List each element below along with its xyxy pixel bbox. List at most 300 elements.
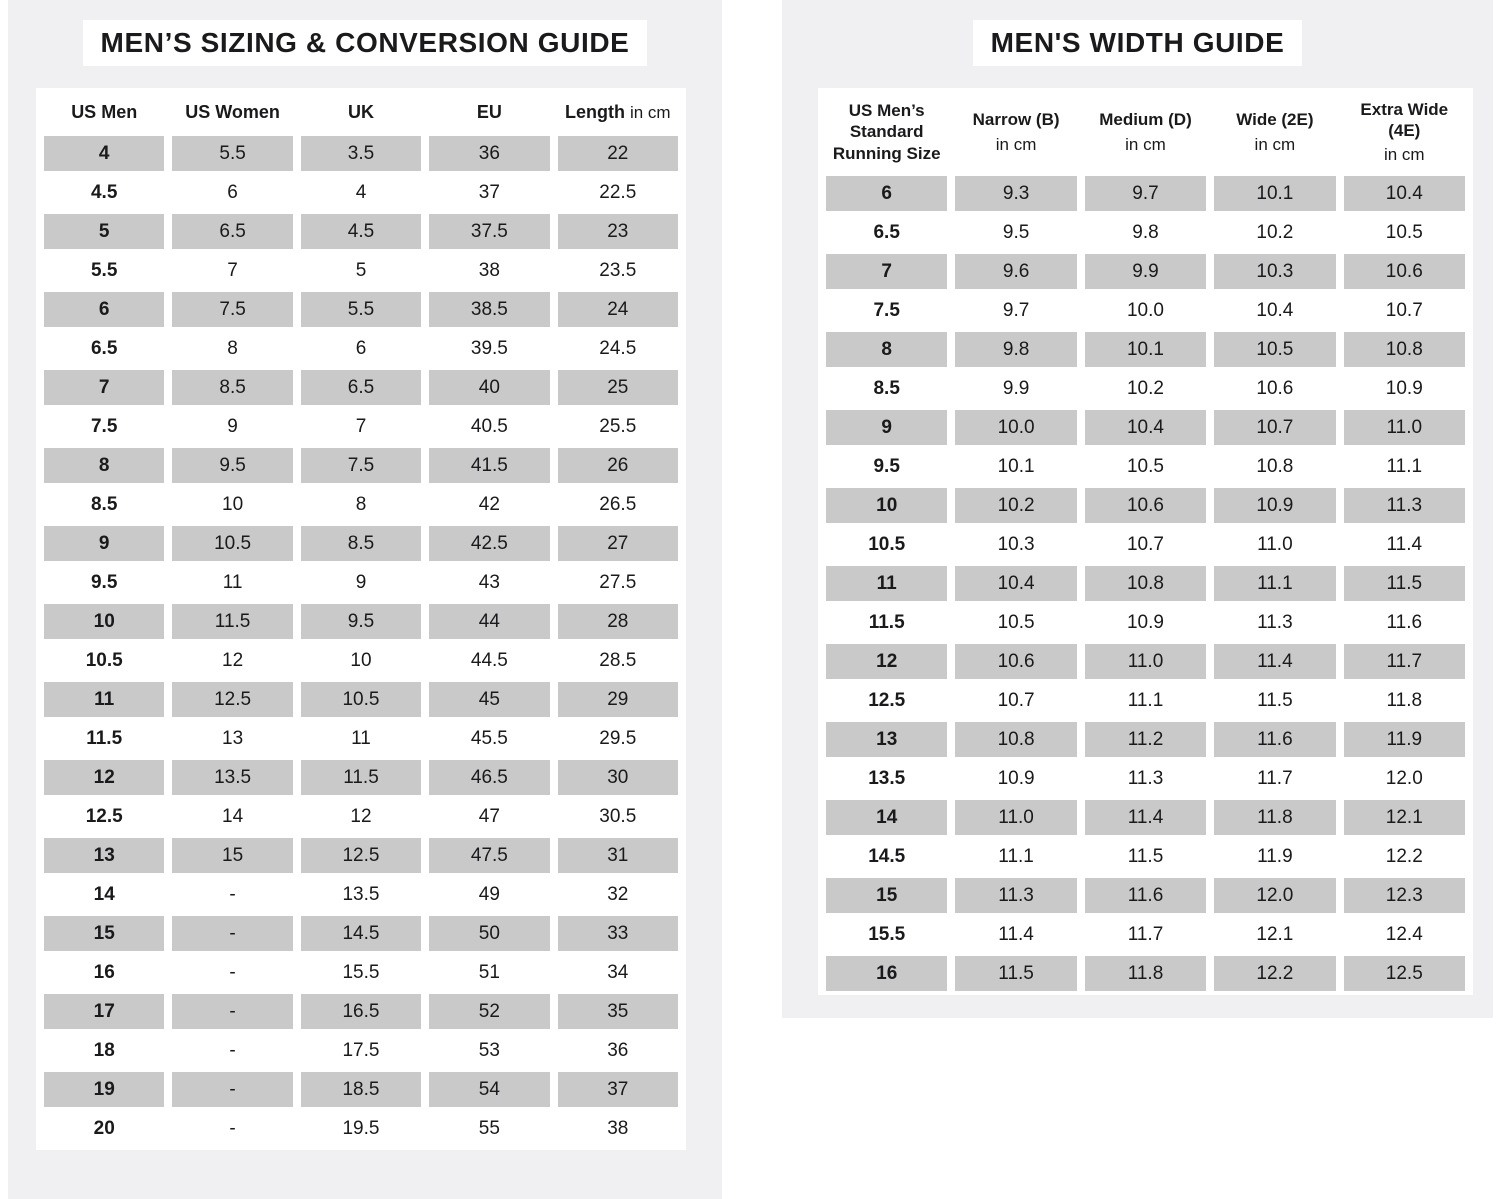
column-header bbox=[1085, 92, 1206, 172]
column-header bbox=[44, 92, 164, 132]
table-cell: 12.0 bbox=[1344, 761, 1465, 796]
table-cell: 10 bbox=[826, 488, 947, 523]
table-cell: - bbox=[172, 877, 292, 912]
table-cell: 39.5 bbox=[429, 331, 549, 366]
table-cell: 18 bbox=[44, 1033, 164, 1068]
table-cell: 11.4 bbox=[1214, 644, 1335, 679]
table-cell: 9.9 bbox=[1085, 254, 1206, 289]
table-row bbox=[44, 916, 678, 951]
table-row bbox=[44, 604, 678, 639]
width-guide-table-head bbox=[826, 92, 1465, 172]
table-cell: 27 bbox=[558, 526, 678, 561]
table-row bbox=[44, 136, 678, 171]
table-cell: 12 bbox=[301, 799, 421, 834]
table-cell: 38.5 bbox=[429, 292, 549, 327]
table-cell: 11.6 bbox=[1085, 878, 1206, 913]
table-cell: 11.0 bbox=[1085, 644, 1206, 679]
table-cell: 5.5 bbox=[44, 253, 164, 288]
table-cell: 11.6 bbox=[1214, 722, 1335, 757]
column-header bbox=[558, 92, 678, 132]
table-row bbox=[44, 253, 678, 288]
table-cell: 11.8 bbox=[1085, 956, 1206, 991]
table-cell: 6 bbox=[301, 331, 421, 366]
table-row bbox=[826, 722, 1465, 757]
table-row bbox=[826, 410, 1465, 445]
table-cell: 11 bbox=[44, 682, 164, 717]
table-row bbox=[826, 215, 1465, 250]
table-cell: 7.5 bbox=[172, 292, 292, 327]
table-cell: 10.2 bbox=[1214, 215, 1335, 250]
table-cell: 47.5 bbox=[429, 838, 549, 873]
table-row bbox=[44, 838, 678, 873]
table-cell: 11.4 bbox=[1085, 800, 1206, 835]
table-cell: 40 bbox=[429, 370, 549, 405]
table-cell: 5 bbox=[301, 253, 421, 288]
table-cell: 10.9 bbox=[955, 761, 1076, 796]
table-cell: 11.7 bbox=[1344, 644, 1465, 679]
table-cell: - bbox=[172, 1072, 292, 1107]
table-cell: 44 bbox=[429, 604, 549, 639]
header-row bbox=[44, 92, 678, 132]
table-cell: 10.3 bbox=[955, 527, 1076, 562]
column-header bbox=[429, 92, 549, 132]
table-cell: 30 bbox=[558, 760, 678, 795]
column-header bbox=[172, 92, 292, 132]
table-cell: 11.3 bbox=[1344, 488, 1465, 523]
table-cell: 35 bbox=[558, 994, 678, 1029]
column-header-unit: in cm bbox=[995, 134, 1037, 154]
table-cell: 11.1 bbox=[955, 839, 1076, 874]
table-cell: 5 bbox=[44, 214, 164, 249]
table-cell: 14.5 bbox=[826, 839, 947, 874]
table-cell: 49 bbox=[429, 877, 549, 912]
table-cell: 37 bbox=[429, 175, 549, 210]
table-cell: - bbox=[172, 955, 292, 990]
table-cell: 15.5 bbox=[826, 917, 947, 952]
table-row bbox=[826, 254, 1465, 289]
table-row bbox=[826, 917, 1465, 952]
table-cell: 10.6 bbox=[1085, 488, 1206, 523]
table-cell: 8.5 bbox=[44, 487, 164, 522]
table-cell: 11.5 bbox=[301, 760, 421, 795]
table-cell: 8.5 bbox=[301, 526, 421, 561]
table-row bbox=[44, 1111, 678, 1146]
column-header-label: UK bbox=[347, 101, 374, 122]
sizing-guide-panel bbox=[8, 0, 722, 1199]
table-cell: 10.5 bbox=[826, 527, 947, 562]
table-cell: 10.1 bbox=[1214, 176, 1335, 211]
table-row bbox=[44, 721, 678, 756]
table-cell: 9.5 bbox=[955, 215, 1076, 250]
table-cell: 15 bbox=[44, 916, 164, 951]
table-cell: 33 bbox=[558, 916, 678, 951]
column-header-label: EU bbox=[476, 101, 502, 122]
column-header-label: US Men bbox=[71, 101, 138, 122]
table-cell: 36 bbox=[429, 136, 549, 171]
table-row bbox=[826, 956, 1465, 991]
column-header bbox=[826, 92, 947, 172]
table-cell: 10.1 bbox=[1085, 332, 1206, 367]
table-row bbox=[826, 683, 1465, 718]
table-cell: 4.5 bbox=[301, 214, 421, 249]
table-cell: 11.2 bbox=[1085, 722, 1206, 757]
table-cell: 5.5 bbox=[301, 292, 421, 327]
table-cell: - bbox=[172, 916, 292, 951]
table-cell: 10.8 bbox=[1214, 449, 1335, 484]
table-cell: 34 bbox=[558, 955, 678, 990]
table-row bbox=[826, 371, 1465, 406]
table-cell: 40.5 bbox=[429, 409, 549, 444]
table-cell: 11 bbox=[301, 721, 421, 756]
table-cell: 11.3 bbox=[955, 878, 1076, 913]
column-header-unit: in cm bbox=[1383, 145, 1425, 165]
table-cell: 11.5 bbox=[955, 956, 1076, 991]
table-cell: 12.1 bbox=[1344, 800, 1465, 835]
table-cell: 28.5 bbox=[558, 643, 678, 678]
table-cell: 46.5 bbox=[429, 760, 549, 795]
table-row bbox=[44, 682, 678, 717]
column-header-label: Narrow (B) bbox=[972, 110, 1060, 130]
table-cell: 6.5 bbox=[44, 331, 164, 366]
table-cell: 14 bbox=[826, 800, 947, 835]
column-header bbox=[301, 92, 421, 132]
table-cell: 28 bbox=[558, 604, 678, 639]
table-cell: 9.5 bbox=[301, 604, 421, 639]
table-cell: 7.5 bbox=[301, 448, 421, 483]
table-row bbox=[44, 331, 678, 366]
table-row bbox=[44, 487, 678, 522]
table-cell: 37 bbox=[558, 1072, 678, 1107]
column-header-label: US Women bbox=[185, 101, 280, 122]
table-row bbox=[826, 878, 1465, 913]
table-cell: 11.5 bbox=[1214, 683, 1335, 718]
table-cell: 10.9 bbox=[1344, 371, 1465, 406]
table-cell: 4 bbox=[44, 136, 164, 171]
table-row bbox=[826, 761, 1465, 796]
table-cell: 12 bbox=[44, 760, 164, 795]
table-cell: 10.7 bbox=[1085, 527, 1206, 562]
table-cell: 4.5 bbox=[44, 175, 164, 210]
table-cell: 23.5 bbox=[558, 253, 678, 288]
table-cell: 4 bbox=[301, 175, 421, 210]
table-cell: 10.4 bbox=[1214, 293, 1335, 328]
table-row bbox=[826, 644, 1465, 679]
table-cell: 17 bbox=[44, 994, 164, 1029]
table-cell: 8 bbox=[44, 448, 164, 483]
table-row bbox=[826, 488, 1465, 523]
table-cell: 12.1 bbox=[1214, 917, 1335, 952]
column-header-unit: in cm bbox=[629, 102, 671, 122]
table-cell: 13.5 bbox=[172, 760, 292, 795]
table-row bbox=[826, 566, 1465, 601]
table-cell: 30.5 bbox=[558, 799, 678, 834]
table-cell: 10.9 bbox=[1214, 488, 1335, 523]
table-cell: - bbox=[172, 1033, 292, 1068]
table-cell: 9 bbox=[172, 409, 292, 444]
column-header bbox=[955, 92, 1076, 172]
table-cell: 6.5 bbox=[172, 214, 292, 249]
table-cell: 11.8 bbox=[1214, 800, 1335, 835]
table-cell: 43 bbox=[429, 565, 549, 600]
table-cell: 26.5 bbox=[558, 487, 678, 522]
width-guide-title: MEN'S WIDTH GUIDE bbox=[973, 20, 1303, 66]
table-cell: 18.5 bbox=[301, 1072, 421, 1107]
table-cell: 19.5 bbox=[301, 1111, 421, 1146]
table-cell: 13 bbox=[172, 721, 292, 756]
table-row bbox=[44, 799, 678, 834]
column-header bbox=[1214, 92, 1335, 172]
header-row bbox=[826, 92, 1465, 172]
table-cell: 10.6 bbox=[955, 644, 1076, 679]
table-cell: 13 bbox=[826, 722, 947, 757]
table-cell: 8 bbox=[301, 487, 421, 522]
table-cell: 10.7 bbox=[1214, 410, 1335, 445]
sizing-conversion-table-body bbox=[44, 136, 678, 1146]
width-guide-table bbox=[818, 88, 1473, 995]
table-cell: 10.9 bbox=[1085, 605, 1206, 640]
table-cell: 51 bbox=[429, 955, 549, 990]
table-row bbox=[44, 448, 678, 483]
table-cell: 7 bbox=[44, 370, 164, 405]
table-cell: 8 bbox=[826, 332, 947, 367]
table-cell: 9.5 bbox=[172, 448, 292, 483]
table-cell: 32 bbox=[558, 877, 678, 912]
table-cell: 10.1 bbox=[955, 449, 1076, 484]
table-row bbox=[44, 175, 678, 210]
table-cell: 11.5 bbox=[172, 604, 292, 639]
table-row bbox=[44, 955, 678, 990]
table-row bbox=[826, 605, 1465, 640]
table-row bbox=[44, 409, 678, 444]
table-cell: 45.5 bbox=[429, 721, 549, 756]
table-cell: 13 bbox=[44, 838, 164, 873]
table-cell: 11.5 bbox=[44, 721, 164, 756]
table-cell: 9 bbox=[826, 410, 947, 445]
table-cell: 10 bbox=[44, 604, 164, 639]
table-cell: 12.0 bbox=[1214, 878, 1335, 913]
column-header bbox=[1344, 92, 1465, 172]
table-cell: 12 bbox=[172, 643, 292, 678]
table-cell: 15 bbox=[826, 878, 947, 913]
table-cell: 52 bbox=[429, 994, 549, 1029]
table-cell: 10.8 bbox=[955, 722, 1076, 757]
table-cell: 12.2 bbox=[1214, 956, 1335, 991]
table-cell: 11.4 bbox=[1344, 527, 1465, 562]
table-row bbox=[826, 176, 1465, 211]
table-cell: 10.5 bbox=[1085, 449, 1206, 484]
table-cell: 9.7 bbox=[1085, 176, 1206, 211]
table-cell: 9.8 bbox=[955, 332, 1076, 367]
table-cell: 45 bbox=[429, 682, 549, 717]
table-cell: 42.5 bbox=[429, 526, 549, 561]
table-cell: 11 bbox=[172, 565, 292, 600]
table-cell: 9.3 bbox=[955, 176, 1076, 211]
table-cell: 11 bbox=[826, 566, 947, 601]
table-cell: 29.5 bbox=[558, 721, 678, 756]
table-cell: 17.5 bbox=[301, 1033, 421, 1068]
table-cell: 11.6 bbox=[1344, 605, 1465, 640]
table-cell: 10.7 bbox=[955, 683, 1076, 718]
table-cell: 6.5 bbox=[826, 215, 947, 250]
table-cell: 12 bbox=[826, 644, 947, 679]
table-cell: 14.5 bbox=[301, 916, 421, 951]
table-cell: 11.7 bbox=[1214, 761, 1335, 796]
table-cell: 11.5 bbox=[1085, 839, 1206, 874]
table-cell: 10.6 bbox=[1214, 371, 1335, 406]
table-cell: 11.1 bbox=[1085, 683, 1206, 718]
table-cell: 11.9 bbox=[1344, 722, 1465, 757]
sizing-conversion-table-head bbox=[44, 92, 678, 132]
table-cell: 10.4 bbox=[955, 566, 1076, 601]
table-cell: 8.5 bbox=[172, 370, 292, 405]
table-cell: 5.5 bbox=[172, 136, 292, 171]
table-cell: 7.5 bbox=[44, 409, 164, 444]
sizing-guide-title-row bbox=[8, 20, 722, 68]
table-cell: 36 bbox=[558, 1033, 678, 1068]
column-header-label: Medium (D) bbox=[1099, 110, 1192, 130]
table-cell: 16.5 bbox=[301, 994, 421, 1029]
table-cell: 11.5 bbox=[826, 605, 947, 640]
table-cell: 37.5 bbox=[429, 214, 549, 249]
table-cell: 11.5 bbox=[1344, 566, 1465, 601]
column-header-unit: in cm bbox=[1254, 134, 1296, 154]
table-cell: 9.7 bbox=[955, 293, 1076, 328]
table-cell: 10.4 bbox=[1085, 410, 1206, 445]
width-guide-panel bbox=[782, 0, 1493, 1018]
table-cell: 10.2 bbox=[955, 488, 1076, 523]
table-cell: 10.7 bbox=[1344, 293, 1465, 328]
table-cell: 15.5 bbox=[301, 955, 421, 990]
table-row bbox=[44, 526, 678, 561]
sizing-guide-card bbox=[36, 88, 686, 1150]
table-cell: 44.5 bbox=[429, 643, 549, 678]
column-header-label: US Men’s Standard Running Size bbox=[832, 101, 941, 163]
table-cell: 38 bbox=[429, 253, 549, 288]
table-cell: 54 bbox=[429, 1072, 549, 1107]
table-cell: 11.1 bbox=[1214, 566, 1335, 601]
table-cell: 25.5 bbox=[558, 409, 678, 444]
table-cell: 10 bbox=[301, 643, 421, 678]
table-cell: 10.5 bbox=[301, 682, 421, 717]
table-cell: 9 bbox=[44, 526, 164, 561]
table-cell: 27.5 bbox=[558, 565, 678, 600]
table-cell: 14 bbox=[172, 799, 292, 834]
table-cell: 38 bbox=[558, 1111, 678, 1146]
table-cell: 16 bbox=[826, 956, 947, 991]
table-row bbox=[44, 643, 678, 678]
table-cell: 10.8 bbox=[1085, 566, 1206, 601]
table-cell: 6 bbox=[172, 175, 292, 210]
table-row bbox=[44, 1072, 678, 1107]
table-cell: 11.3 bbox=[1214, 605, 1335, 640]
table-row bbox=[826, 449, 1465, 484]
table-cell: 13.5 bbox=[826, 761, 947, 796]
table-cell: 9.6 bbox=[955, 254, 1076, 289]
table-row bbox=[44, 1033, 678, 1068]
table-cell: 12.5 bbox=[172, 682, 292, 717]
table-cell: 11.3 bbox=[1085, 761, 1206, 796]
table-cell: 24.5 bbox=[558, 331, 678, 366]
table-cell: 31 bbox=[558, 838, 678, 873]
table-cell: 10.5 bbox=[955, 605, 1076, 640]
column-header-label: Wide (2E) bbox=[1236, 110, 1314, 130]
table-row bbox=[826, 839, 1465, 874]
table-cell: 12.5 bbox=[44, 799, 164, 834]
table-row bbox=[44, 994, 678, 1029]
table-cell: 8 bbox=[172, 331, 292, 366]
table-cell: 9.5 bbox=[44, 565, 164, 600]
table-cell: 15 bbox=[172, 838, 292, 873]
table-row bbox=[44, 565, 678, 600]
table-cell: 11.8 bbox=[1344, 683, 1465, 718]
column-header-label: Length bbox=[564, 101, 625, 122]
table-cell: 10 bbox=[172, 487, 292, 522]
table-cell: 50 bbox=[429, 916, 549, 951]
table-cell: 10.6 bbox=[1344, 254, 1465, 289]
table-cell: - bbox=[172, 1111, 292, 1146]
table-row bbox=[44, 370, 678, 405]
table-cell: 6 bbox=[826, 176, 947, 211]
table-cell: 11.0 bbox=[955, 800, 1076, 835]
sizing-conversion-table bbox=[36, 88, 686, 1150]
table-cell: 6 bbox=[44, 292, 164, 327]
table-row bbox=[826, 527, 1465, 562]
table-cell: 10.2 bbox=[1085, 371, 1206, 406]
table-cell: 53 bbox=[429, 1033, 549, 1068]
table-cell: 10.0 bbox=[955, 410, 1076, 445]
table-cell: 6.5 bbox=[301, 370, 421, 405]
width-guide-card bbox=[818, 88, 1473, 995]
table-cell: 24 bbox=[558, 292, 678, 327]
table-cell: 23 bbox=[558, 214, 678, 249]
table-cell: 7 bbox=[826, 254, 947, 289]
table-cell: 19 bbox=[44, 1072, 164, 1107]
table-cell: 13.5 bbox=[301, 877, 421, 912]
table-cell: 10.5 bbox=[1344, 215, 1465, 250]
table-cell: 9.8 bbox=[1085, 215, 1206, 250]
width-guide-title-row bbox=[782, 20, 1493, 68]
width-guide-table-body bbox=[826, 176, 1465, 991]
table-cell: 42 bbox=[429, 487, 549, 522]
column-header-label: Extra Wide (4E) bbox=[1360, 99, 1449, 140]
table-row bbox=[44, 292, 678, 327]
table-cell: 14 bbox=[44, 877, 164, 912]
table-cell: 12.5 bbox=[826, 683, 947, 718]
table-cell: 11.0 bbox=[1344, 410, 1465, 445]
table-cell: 10.3 bbox=[1214, 254, 1335, 289]
table-cell: 55 bbox=[429, 1111, 549, 1146]
table-row bbox=[826, 293, 1465, 328]
table-cell: 12.4 bbox=[1344, 917, 1465, 952]
table-cell: 11.9 bbox=[1214, 839, 1335, 874]
table-cell: 10.5 bbox=[172, 526, 292, 561]
table-cell: 10.4 bbox=[1344, 176, 1465, 211]
table-cell: 10.0 bbox=[1085, 293, 1206, 328]
table-cell: 12.3 bbox=[1344, 878, 1465, 913]
table-row bbox=[826, 800, 1465, 835]
table-cell: 47 bbox=[429, 799, 549, 834]
table-cell: 9.5 bbox=[826, 449, 947, 484]
table-cell: 7.5 bbox=[826, 293, 947, 328]
table-cell: 10.8 bbox=[1344, 332, 1465, 367]
table-cell: 9.9 bbox=[955, 371, 1076, 406]
table-cell: 20 bbox=[44, 1111, 164, 1146]
table-cell: 8.5 bbox=[826, 371, 947, 406]
table-cell: 41.5 bbox=[429, 448, 549, 483]
table-cell: 16 bbox=[44, 955, 164, 990]
table-cell: 11.7 bbox=[1085, 917, 1206, 952]
table-row bbox=[44, 877, 678, 912]
